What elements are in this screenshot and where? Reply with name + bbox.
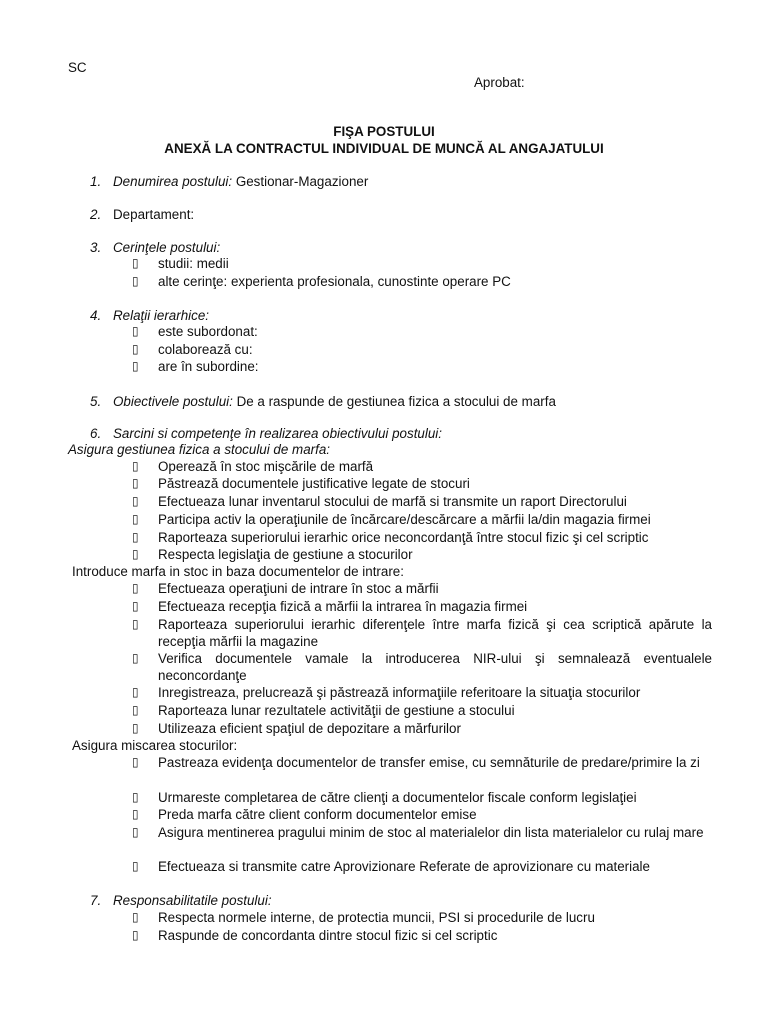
bullet-icon: ▯ (132, 359, 139, 373)
group-heading: Asigura miscarea stocurilor: (72, 738, 238, 753)
section-number: 2. (90, 207, 102, 222)
section-number: 5. (90, 394, 102, 409)
bullet-icon: ▯ (132, 324, 139, 338)
section-label: Sarcini si competenţe în realizarea obiectivului postului: (113, 426, 442, 441)
bullet-icon: ▯ (132, 530, 139, 544)
bullet-icon: ▯ (132, 459, 139, 473)
list-item-text: Urmareste completarea de către clienţi a documentelor fiscale conform legislaţiei (158, 790, 637, 805)
list-item-text: Efectueaza operaţiuni de intrare în stoc a mărfii (158, 581, 439, 596)
list-item-text: Inregistreaza, prelucrează şi păstrează informaţiile referitoare la situaţia stocurilor (158, 685, 641, 700)
list-item (132, 273, 712, 290)
list-item-text: colaborează cu: (158, 342, 253, 357)
list-item-text: Raporteaza lunar rezultatele activităţii de gestiune a stocului (158, 703, 515, 718)
list-item (132, 546, 712, 563)
section-4 (90, 307, 209, 324)
section-number: 3. (90, 240, 102, 255)
section-label: Responsabilitatile postului: (113, 893, 272, 908)
section-1 (90, 173, 368, 190)
bullet-icon: ▯ (132, 825, 139, 839)
list-item (132, 323, 712, 340)
section-number: 4. (90, 308, 102, 323)
section-value: De a raspunde de gestiunea fizica a stocului de marfa (232, 394, 556, 409)
bullet-icon: ▯ (132, 256, 139, 270)
section-number: 6. (90, 426, 102, 441)
bullet-icon: ▯ (132, 859, 139, 873)
list-item (132, 493, 712, 510)
bullet-icon: ▯ (132, 476, 139, 490)
document-title: FIŞA POSTULUI (333, 124, 435, 139)
list-item (132, 824, 712, 841)
list-item (132, 858, 712, 875)
section-label: Obiectivele postului: (113, 394, 233, 409)
list-item (132, 684, 712, 701)
bullet-icon: ▯ (132, 755, 139, 769)
section-6 (90, 425, 442, 442)
bullet-icon: ▯ (132, 581, 139, 595)
list-item (132, 806, 712, 823)
list-item-text: Efectueaza recepţia fizică a mărfii la intrarea în magazia firmei (158, 599, 528, 614)
list-item (132, 475, 712, 492)
group-heading: Introduce marfa in stoc in baza documentelor de intrare: (72, 564, 404, 579)
bullet-icon: ▯ (132, 721, 139, 735)
company-label: SC (68, 60, 87, 75)
section-3 (90, 239, 220, 256)
list-item (132, 789, 712, 806)
list-item (132, 255, 712, 272)
bullet-icon: ▯ (132, 342, 139, 356)
list-item (132, 702, 712, 719)
list-item (132, 909, 712, 926)
section-2 (90, 206, 194, 223)
section-number: 7. (90, 893, 102, 908)
bullet-icon: ▯ (132, 790, 139, 804)
list-item-text: Păstrează documentele justificative legate de stocuri (158, 476, 470, 491)
list-item-text: Efectueaza si transmite catre Aprovizionare Referate de aprovizionare cu materiale (158, 859, 650, 874)
bullet-icon: ▯ (132, 928, 139, 942)
section-label: Denumirea postului: (113, 174, 233, 189)
list-item (132, 598, 712, 615)
section-7 (90, 892, 272, 909)
list-item-text: Raspunde de concordanta dintre stocul fizic si cel scriptic (158, 928, 498, 943)
list-item-text: Respecta legislaţia de gestiune a stocurilor (158, 547, 413, 562)
list-item (132, 650, 712, 684)
list-item-text: Raporteaza superiorului ierarhic diferenţele între marfa fizică şi cea scriptică apărute la recepţia mărfii la magazine (158, 617, 712, 649)
list-item (132, 358, 712, 375)
bullet-icon: ▯ (132, 274, 139, 288)
section-5 (90, 393, 556, 410)
bullet-icon: ▯ (132, 910, 139, 924)
list-item-text: Raporteaza superiorului ierarhic orice neconcordanţă între stocul fizic şi cel scriptic (158, 530, 649, 545)
bullet-icon: ▯ (132, 494, 139, 508)
section-label: Departament: (113, 207, 195, 222)
bullet-icon: ▯ (132, 547, 139, 561)
list-item-text: Pastreaza evidenţa documentelor de transfer emise, cu semnăturile de predare/primire la zi (158, 755, 700, 770)
list-item-text: are în subordine: (158, 359, 259, 374)
bullet-icon: ▯ (132, 807, 139, 821)
bullet-icon: ▯ (132, 703, 139, 717)
list-item-text: Respecta normele interne, de protectia muncii, PSI si procedurile de lucru (158, 910, 595, 925)
list-item (132, 341, 712, 358)
list-item (132, 580, 712, 597)
bullet-icon: ▯ (132, 651, 139, 665)
bullet-icon: ▯ (132, 685, 139, 699)
group-heading: Asigura gestiunea fizica a stocului de marfa: (68, 442, 331, 457)
list-item (132, 720, 712, 737)
list-item-text: Verifica documentele vamale la introducerea NIR-ului şi semnalează eventualele neconcordanţe (158, 651, 712, 683)
list-item (132, 754, 712, 771)
approved-label: Aprobat: (474, 75, 525, 90)
list-item-text: este subordonat: (158, 324, 258, 339)
list-item (132, 511, 712, 528)
section-label: Cerinţele postului: (113, 240, 221, 255)
list-item-text: Efectueaza lunar inventarul stocului de marfă si transmite un raport Directorului (158, 494, 627, 509)
list-item (132, 927, 712, 944)
list-item-text: alte cerinţe: experienta profesionala, cunostinte operare PC (158, 274, 511, 289)
list-item-text: Preda marfa către client conform documentelor emise (158, 807, 477, 822)
bullet-icon: ▯ (132, 512, 139, 526)
section-label: Relaţii ierarhice: (113, 308, 210, 323)
list-item-text: Utilizeaza eficient spaţiul de depozitare a mărfurilor (158, 721, 461, 736)
bullet-icon: ▯ (132, 599, 139, 613)
section-value: Gestionar-Magazioner (232, 174, 369, 189)
document-subtitle: ANEXĂ LA CONTRACTUL INDIVIDUAL DE MUNCĂ AL ANGAJATULUI (164, 141, 604, 156)
list-item-text: Asigura mentinerea pragului minim de stoc al materialelor din lista materialelor cu rulaj mare (158, 825, 704, 840)
list-item (132, 529, 712, 546)
bullet-icon: ▯ (132, 617, 139, 631)
list-item-text: Operează în stoc mişcările de marfă (158, 459, 374, 474)
list-item-text: Participa activ la operaţiunile de încărcare/descărcare a mărfii la/din magazia firmei (158, 512, 651, 527)
list-item (132, 458, 712, 475)
list-item-text: studii: medii (158, 256, 229, 271)
section-number: 1. (90, 174, 102, 189)
list-item (132, 616, 712, 650)
